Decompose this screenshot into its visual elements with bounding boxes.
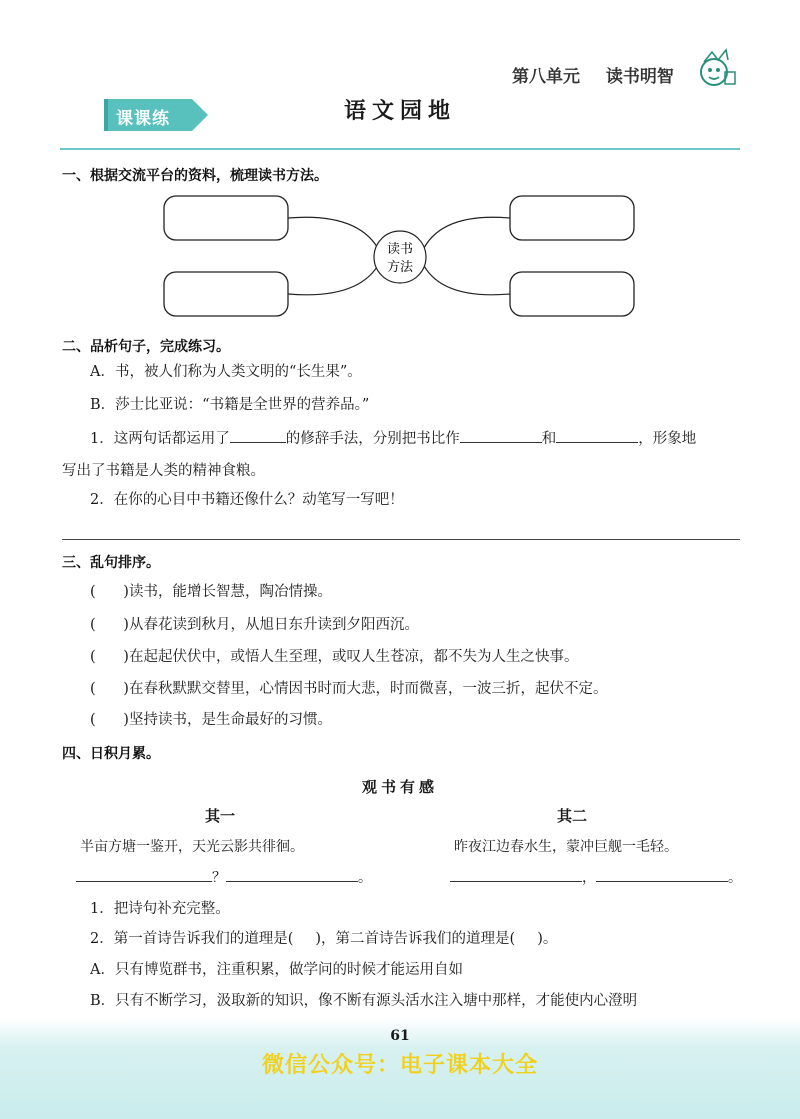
poem-sub-2: 其二 (557, 807, 588, 825)
order-bracket[interactable]: ( ) (90, 649, 129, 665)
q1-part1: 1．这两句话都运用了 (90, 431, 230, 447)
answer-blank[interactable] (596, 867, 728, 882)
lesson-badge-text: 课课练 (116, 109, 170, 129)
page-number: 61 (390, 1028, 410, 1044)
poem-sub-1: 其一 (205, 807, 236, 825)
answer-blank[interactable] (230, 428, 286, 443)
sentence-a: A．书，被人们称为人类文明的“长生果”。 (90, 364, 362, 380)
writing-line[interactable] (62, 539, 740, 540)
mind-map-center-line1: 读书 (386, 242, 414, 257)
option-a: A．只有博览群书，注重积累，做学问的时候才能运用自如 (90, 962, 463, 978)
unit-label: 第八单元 (512, 67, 580, 87)
list-item: ( )在春秋默默交替里，心情因书时而大悲，时而微喜，一波三折，起伏不定。 (90, 681, 608, 697)
list-item: ( )从春花读到秋月，从旭日东升读到夕阳西沉。 (90, 617, 419, 633)
question-4-2: 2．第一首诗告诉我们的道理是( )，第二首诗告诉我们的道理是( )。 (90, 931, 558, 947)
answer-blank[interactable] (556, 428, 638, 443)
order-bracket[interactable]: ( ) (90, 681, 129, 697)
list-item: ( )坚持读书，是生命最好的习惯。 (90, 712, 332, 728)
answer-blank[interactable] (76, 867, 212, 882)
order-bracket[interactable]: ( ) (90, 712, 129, 728)
unit-theme: 读书明智 (605, 67, 674, 87)
question-2-1 (90, 428, 696, 449)
answer-blank[interactable] (450, 867, 582, 882)
question-4-1: 1．把诗句补充完整。 (90, 901, 230, 917)
poem-title: 观书有感 (361, 778, 438, 796)
poem-blank-row-1: ？ 。 (76, 867, 372, 887)
unit-header (512, 62, 674, 87)
sentence-b: B．莎士比亚说：“书籍是全世界的营养品。” (90, 397, 370, 413)
mind-map-center (374, 231, 426, 283)
section2-heading: 二、品析句子，完成练习。 (62, 339, 230, 355)
poem-line-2: 昨夜江边春水生，蒙冲巨舰一毛轻。 (454, 839, 678, 855)
header-divider (60, 148, 740, 150)
question-2-1-line2: 写出了书籍是人类的精神食粮。 (62, 463, 265, 479)
section1-heading: 一、根据交流平台的资料，梳理读书方法。 (62, 168, 328, 184)
poem-blank-row-2: ， 。 (450, 867, 742, 887)
list-item: ( )读书，能增长智慧，陶冶情操。 (90, 584, 332, 600)
poem-line-1: 半亩方塘一鉴开，天光云影共徘徊。 (80, 839, 304, 855)
wechat-watermark: 微信公众号：电子课本大全 (261, 1053, 538, 1078)
question-2-2: 2．在你的心目中书籍还像什么？动笔写一写吧！ (90, 492, 404, 508)
reading-boy-icon (692, 46, 738, 92)
mind-map-box-top-left (164, 196, 288, 240)
mind-map-box-bottom-right (510, 272, 634, 316)
option-b: B．只有不断学习，汲取新的知识，像不断有源头活水注入塘中那样，才能使内心澄明 (90, 993, 638, 1009)
mind-map-box-bottom-left (164, 272, 288, 316)
answer-blank[interactable] (226, 867, 358, 882)
order-bracket[interactable]: ( ) (90, 584, 129, 600)
q1-part2: 的修辞手法，分别把书比作 (285, 431, 460, 447)
order-bracket[interactable]: ( ) (90, 617, 129, 633)
mind-map-box-top-right (510, 196, 634, 240)
list-item: ( )在起起伏伏中，或悟人生至理，或叹人生苍凉，都不失为人生之快事。 (90, 649, 579, 665)
section4-heading: 四、日积月累。 (62, 746, 160, 762)
q1-part4: ，形象地 (638, 431, 697, 447)
q1-part3: 和 (541, 431, 557, 447)
mind-map (160, 192, 640, 320)
page-title: 语文园地 (343, 98, 456, 124)
answer-blank[interactable] (460, 428, 542, 443)
mind-map-center-line2: 方法 (386, 260, 414, 275)
section3-heading: 三、乱句排序。 (62, 555, 160, 571)
